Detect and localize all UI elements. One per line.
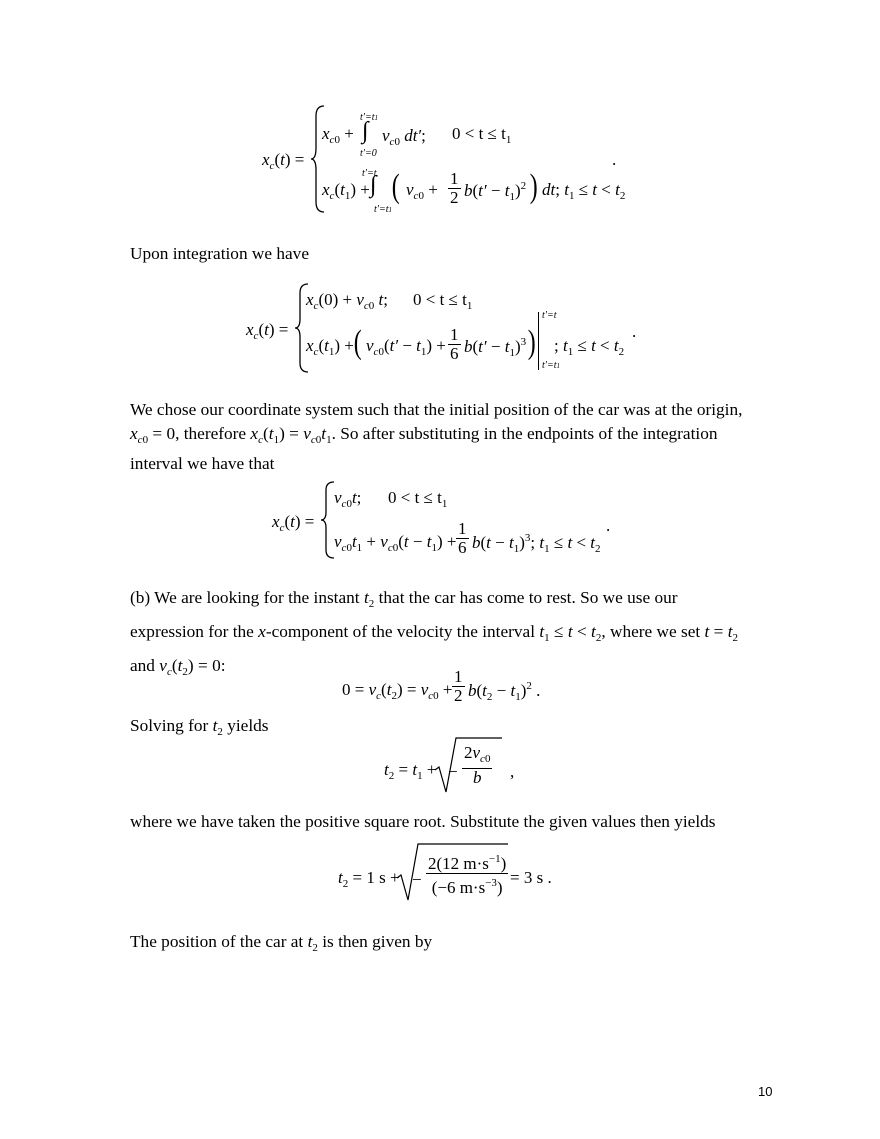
paragraph-position-t2: The position of the car at $t_2$ is then given by xyxy=(130,932,433,954)
page-number: 10 xyxy=(758,1084,773,1099)
eq1-case1-condition: $0 < t \le t_1$ xyxy=(452,124,512,146)
paragraph-solving: Solving for $t_2$ yields xyxy=(130,716,269,738)
eq3-case1-condition: $0 < t \le t_1$ xyxy=(388,488,448,510)
paragraph-positive-root: where we have taken the positive square root. Substitute the given values then yields xyxy=(130,812,716,831)
document-page: $x_c(t)$ = t′=t1 $x_{c0}$ + ∫ $v_{c0}$ dt′; t′=0 $0 < t \le t_1$ t′=t $x_c(t_1)$ + ∫ ( $v_{c0}$ + $\frac{1}{2}$ $b(t' - t_1)^2$ ) dt; $t_1 \le t < t_2$ t′=t1 . Upon integration we have $x_c(t)$ = $x_c(0) + v_{c0}$ t; $0 < t \le t_1$ $x_c(t_1)$ + ( $v_{c0}(t' - t_1)$ + $\frac{1}{6}$ $b(t' - t_1)^3$ ) t′=t t′=t1 ; $t_1 \le t < t_2$ . We chose our coordinate system such that the initial position of the car was at the origin, $x_{c0} = 0$, therefore $x_c(t_1) = v_{c0}t_1$. So after substituting in the endpoints of the integration interval we have that $x_c(t)$ = $v_{c0}t$; $0 < t \le t_1$ $v_{c0}t_1 + v_{c0}(t - t_1)$ + $\frac{1}{6}$ $b(t - t_1)^3$; $t_1 \le t < t_2$ . (b) We are looking for the instant $t_2$ that the car has come to rest. So we use our expression for the x-component of the velocity the interval $t_1 \le t < t_2$, where we set $t = t_2$ and $v_c(t_2) = 0$: $0 = v_c(t_2) = v_{c0}$ + $\frac{1}{2}$ $b(t_2 - t_1)^2$ . Solving for $t_2$ yields $t_2 = t_1$ + − $\frac{2v_{c0}}{b}$ , where we have taken the positive square root. Substitute the given values then yields $t_2 = 1$ s + − $\frac{2(12 m\cdot s^{-1})}{(-6 m\cdot s^{-3})}$ = 3 s . The position of the car at $t_2$ is then given by 10 xyxy=(0,0,880,1139)
paragraph-integration: Upon integration we have xyxy=(130,244,309,263)
paragraph-part-b: (b) We are looking for the instant $t_2$ that the car has come to rest. So we use our expression for the x-component of the velocity the interval $t_1 \le t < t_2$, where we set $t = t_2$ and $v_c(t_2) = 0$: xyxy=(130,588,739,678)
eq2-case1-condition: $0 < t \le t_1$ xyxy=(413,290,473,312)
paragraph-coordinate-system: We chose our coordinate system such that the initial position of the car was at the origin, $x_{c0} = 0$, therefore $x_c(t_1) = v_{c0}t_1$. So after substituting in the endpoints of the integration interval we have that xyxy=(130,400,743,473)
